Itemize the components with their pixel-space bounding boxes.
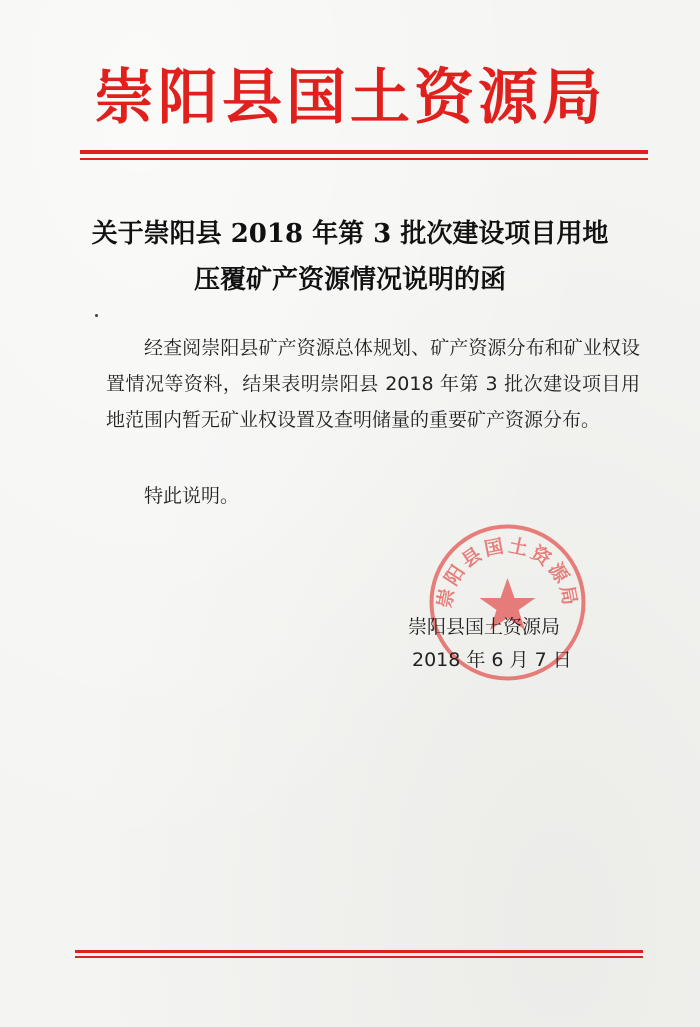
letterhead-rule-thin <box>80 158 648 160</box>
letterhead-org-name: 崇阳县国土资源局 <box>94 63 606 133</box>
body-paragraph-1: 经查阅崇阳县矿产资源总体规划、矿产资源分布和矿业权设置情况等资料，结果表明崇阳县 2018 年第 3 批次建设项目用地范围内暂无矿业权设置及查明储量的重要矿产资源分布。 <box>106 337 640 431</box>
seal-text-path: 崇阳县国土资源局 <box>433 534 582 610</box>
scan-speck <box>95 314 98 317</box>
document-title-line1: 关于崇阳县 2018 年第 3 批次建设项目用地 <box>91 219 609 249</box>
footer-rule-thick <box>75 950 643 953</box>
signature-date: 2018 年 6 月 7 日 <box>412 649 572 671</box>
signature-org: 崇阳县国土资源局 <box>408 616 561 638</box>
letterhead-rule-thick <box>80 150 648 154</box>
body-paragraph-2: 特此说明。 <box>144 485 240 507</box>
footer-rule-thin <box>75 956 643 958</box>
document-title-line2: 压覆矿产资源情况说明的函 <box>193 265 506 295</box>
